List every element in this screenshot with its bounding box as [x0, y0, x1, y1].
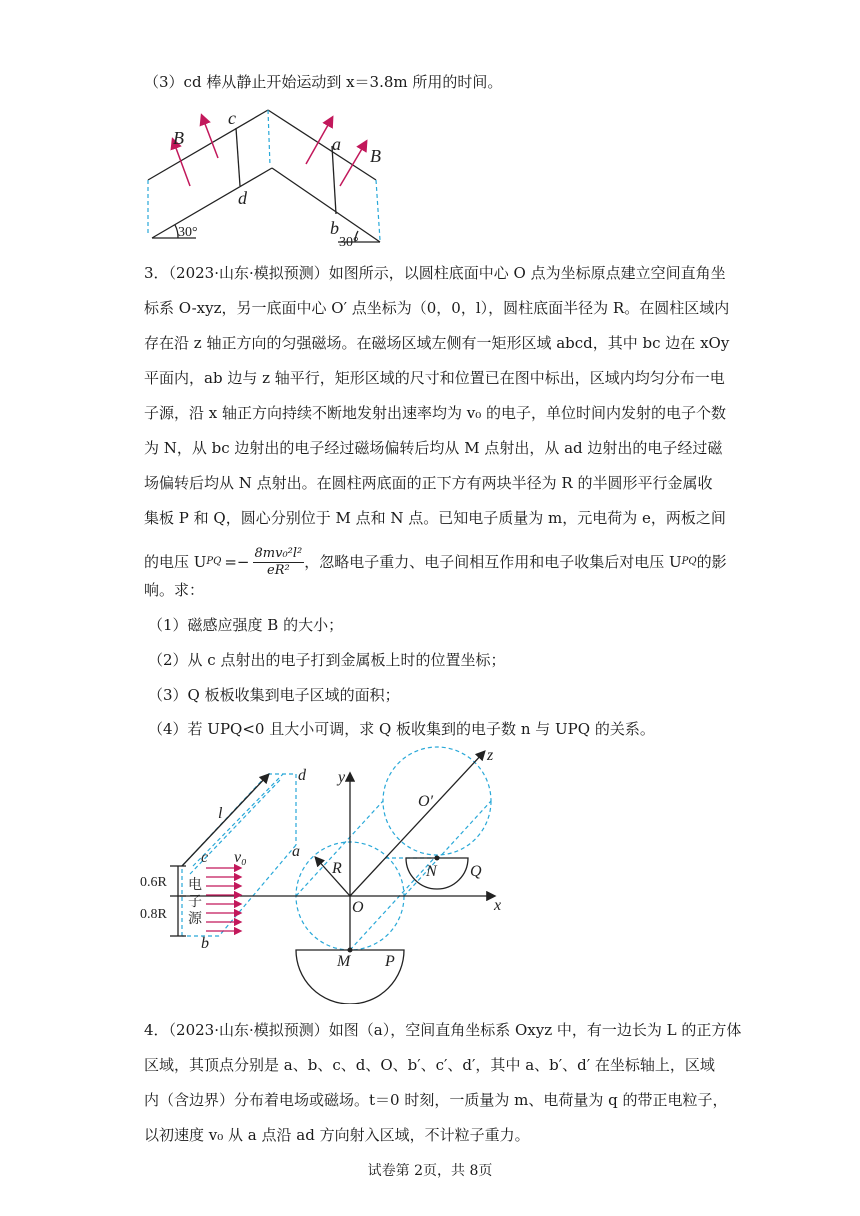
voltage-eq: =−: [224, 553, 250, 571]
fig2-label-P: P: [385, 953, 395, 970]
voltage-post-end: 的影: [696, 553, 727, 571]
q3-sub-3: （3）Q 板板收集到电子区域的面积；: [148, 686, 400, 704]
q3-line-6: 为 N，从 bc 边射出的电子经过磁场偏转后均从 M 点射出，从 ad 边射出的电子经过磁: [144, 439, 723, 457]
q3-line-last: 响。求：: [144, 581, 205, 599]
fig1-angle-2: 30°: [339, 235, 359, 250]
q3-line-2: 标系 O-xyz，另一底面中心 O′ 点坐标为（0，0，l），圆柱底面半径为 R。在圆柱区域内: [144, 299, 730, 317]
fig1-label-B1: B: [173, 128, 184, 148]
fig2-source-char-2: 子: [188, 895, 202, 910]
q3-line-8: 集板 P 和 Q，圆心分别位于 M 点和 N 点。已知电子质量为 m，元电荷为 e，两板之间: [144, 509, 726, 527]
voltage-sub: PQ: [206, 556, 222, 567]
fig2-height-06R: 0.6R: [140, 875, 167, 890]
voltage-denominator: eR²: [267, 562, 290, 578]
fig2-label-O-prime: O′: [418, 793, 434, 810]
fig2-label-v0: v₀: [234, 849, 247, 866]
fig2-label-z: z: [487, 747, 494, 764]
fig2-label-l: l: [218, 805, 223, 822]
rail-figure: [140, 100, 390, 250]
q4-line-1: 4．（2023·山东·模拟预测）如图（a），空间直角坐标系 Oxyz 中，有一边长为 L 的正方体: [144, 1021, 742, 1039]
cylinder-figure: [140, 742, 520, 1004]
q3-line-4: 平面内，ab 边与 z 轴平行，矩形区域的尺寸和位置已在图中标出，区域内均匀分布一电: [144, 369, 725, 387]
fig2-label-d: d: [298, 767, 306, 784]
q4-line-3: 内（含边界）分布着电场或磁场。t＝0 时刻，一质量为 m、电荷量为 q 的带正电粒子，: [144, 1091, 728, 1109]
q3-line-1: 3．（2023·山东·模拟预测）如图所示，以圆柱底面中心 O 点为坐标原点建立空间直角坐: [144, 264, 726, 282]
q3-sub-2: （2）从 c 点射出的电子打到金属板上时的位置坐标；: [148, 651, 506, 669]
fig1-angle-1: 30°: [178, 225, 198, 240]
q4-line-2: 区域，其顶点分别是 a、b、c、d、O、b′、c′、d′，其中 a、b′、d′ 在坐标轴上，区域: [144, 1056, 715, 1074]
fig2-label-x: x: [494, 897, 502, 914]
voltage-fraction: [253, 546, 305, 579]
q3-line-7: 场偏转后均从 N 点射出。在圆柱两底面的正下方有两块半径为 R 的半圆形平行金属收: [144, 474, 713, 492]
fig2-label-a: a: [292, 843, 300, 860]
voltage-post-sub: PQ: [681, 556, 697, 567]
fig1-label-a: a: [332, 134, 341, 154]
q2-part3: （3）cd 棒从静止开始运动到 x＝3.8m 所用的时间。: [144, 73, 503, 91]
q4-line-4: 以初速度 v₀ 从 a 点沿 ad 方向射入区域，不计粒子重力。: [144, 1126, 530, 1144]
voltage-prefix: 的电压 U: [144, 553, 207, 571]
fig2-label-R: R: [332, 860, 342, 877]
fig2-label-c: c: [201, 849, 209, 866]
fig2-label-M: M: [337, 953, 351, 970]
fig1-label-c: c: [228, 108, 236, 128]
fig1-label-b: b: [330, 218, 339, 238]
q3-sub-4: （4）若 UPQ<0 且大小可调，求 Q 板收集到的电子数 n 与 UPQ 的关系。: [148, 720, 655, 738]
fig2-height-08R: 0.8R: [140, 907, 167, 922]
fig2-source-char-1: 电: [188, 878, 202, 893]
fig2-source-char-3: 源: [188, 912, 202, 927]
q3-line-3: 存在沿 z 轴正方向的匀强磁场。在磁场区域左侧有一矩形区域 abcd，其中 bc 边在 xOy: [144, 334, 730, 352]
fig2-label-Q: Q: [470, 863, 482, 880]
q3-line-5: 子源，沿 x 轴正方向持续不断地发射出速率均为 v₀ 的电子，单位时间内发射的电子个数: [144, 404, 727, 422]
fig2-label-b: b: [201, 935, 209, 952]
fig2-label-N: N: [426, 863, 437, 880]
fig2-label-y: y: [338, 769, 346, 786]
voltage-numerator: 8mv₀²l²: [254, 545, 303, 561]
page-footer: 试卷第 2页，共 8页: [367, 1163, 493, 1179]
fig2-label-O: O: [352, 899, 364, 916]
voltage-post: ，忽略电子重力、电子间相互作用和电子收集后对电压 U: [304, 553, 682, 571]
fig1-label-d: d: [238, 188, 247, 208]
q3-sub-1: （1）磁感应强度 B 的大小；: [148, 616, 344, 634]
q3-voltage-line: [144, 541, 727, 583]
fig1-label-B2: B: [370, 146, 381, 166]
